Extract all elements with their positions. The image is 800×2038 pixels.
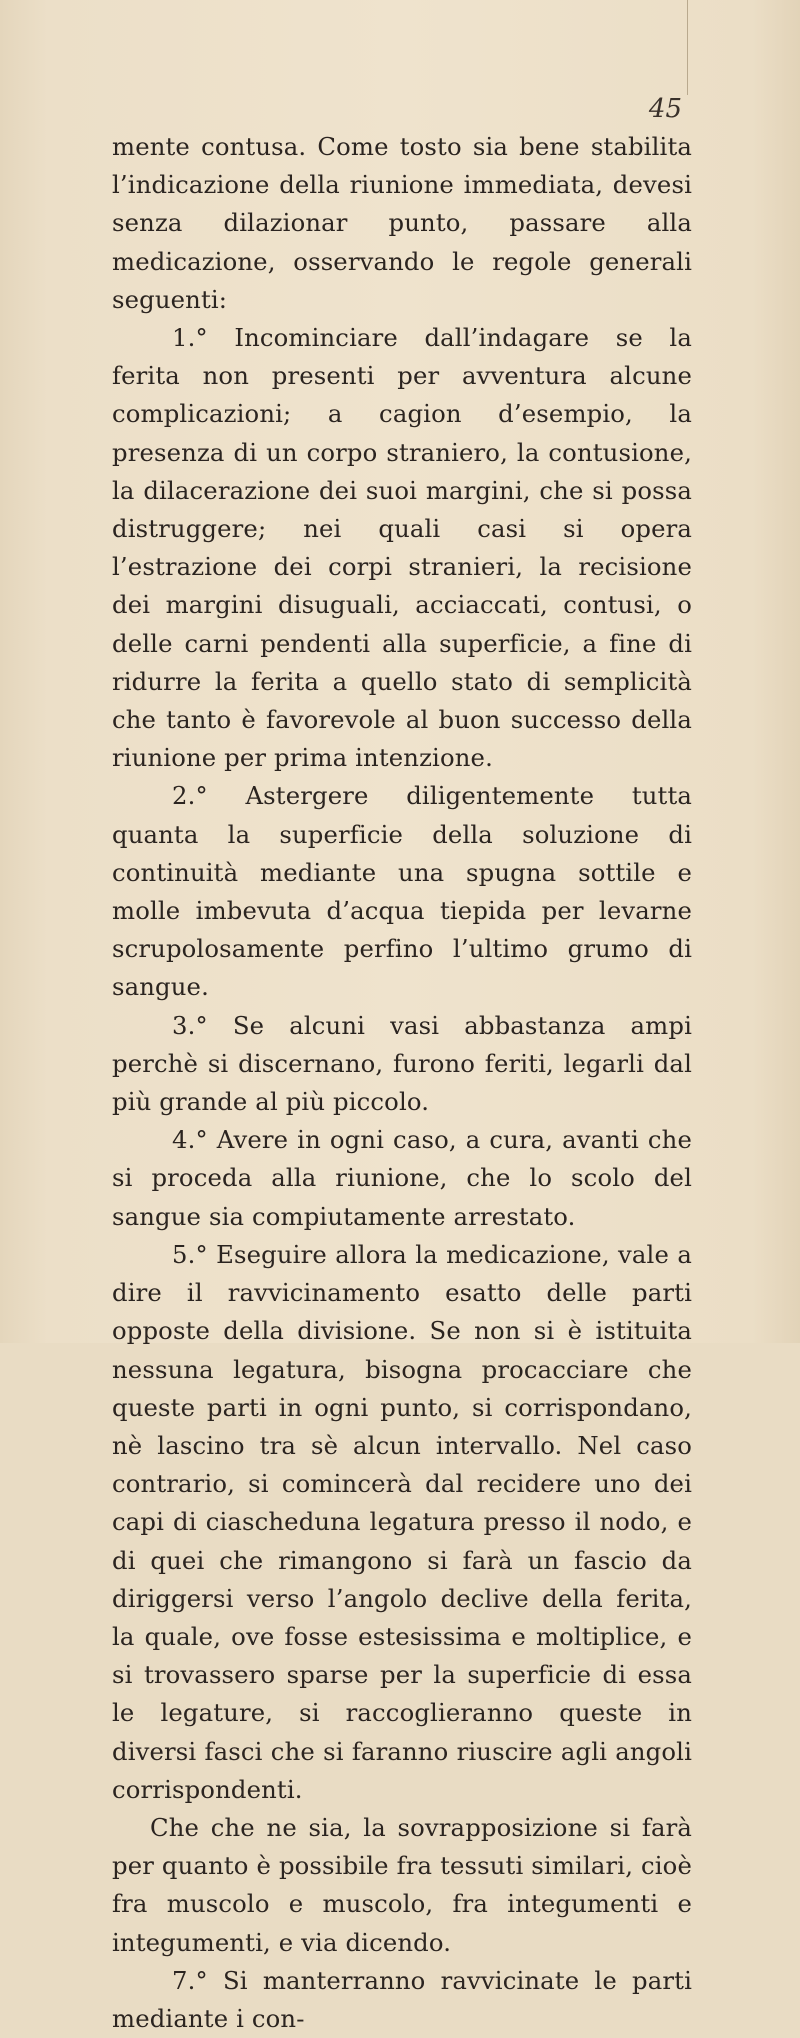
paragraph-comment: Che che ne sia, la sovrapposizione si farà per quanto è possibile fra tessuti similari, cioè fra muscolo e muscolo, fra integumenti e integumenti, e via dicendo. — [112, 1812, 692, 1957]
body-text — [112, 128, 692, 2038]
paragraph-rule-4: 4.° Avere in ogni caso, a cura, avanti che si proceda alla riunione, che lo scolo del sangue sia compiutamente arrestato. — [112, 1125, 692, 1231]
paragraph-rule-7: 7.° Si manterranno ravvicinate le parti mediante i con- — [112, 1965, 692, 2033]
page-edge-line — [687, 0, 688, 95]
page-number: 45 — [648, 94, 682, 124]
paragraph-rule-1: 1.° Incominciare dall’indagare se la ferita non presenti per avventura alcune complicazioni; a cagion d’esempio, la presenza di un corpo straniero, la contusione, la dilacerazione dei suoi margini, che si possa distruggere; nei quali casi si opera l’estrazione dei corpi stranieri, la recisione dei margini disuguali, acciaccati, contusi, o delle carni pendenti alla superficie, a fine di ridurre la ferita a quello stato di semplicità che tanto è favorevole al buon successo della riunione per prima intenzione. — [112, 323, 692, 773]
paragraph-rule-2: 2.° Astergere diligentemente tutta quanta la superficie della soluzione di continuità mediante una spugna sottile e molle imbevuta d’acqua tiepida per levarne scrupolosamente perfino l’ultimo grumo di sangue. — [112, 781, 692, 1002]
paragraph-rule-3: 3.° Se alcuni vasi abbastanza ampi perchè si discernano, furono feriti, legarli dal più grande al più piccolo. — [112, 1010, 692, 1117]
paragraph-rule-5: 5.° Eseguire allora la medicazione, vale a dire il ravvicinamento esatto delle parti opposte della divisione. Se non si è istituita nessuna legatura, bisogna procacciare che queste parti in ogni punto, si corrispondano, nè lascino tra sè alcun intervallo. Nel caso contrario, si comincerà dal recidere uno dei capi di ciascheduna legatura presso il nodo, e di quei che rimangono si farà un fascio da diriggersi verso l’angolo declive della ferita, la quale, ove fosse estesissima e moltiplice, e si trovassero sparse per la superficie di essa le legature, si raccoglieranno queste in diversi fasci che si faranno riuscire agli angoli corrispondenti. — [112, 1239, 692, 1804]
paragraph-intro: mente contusa. Come tosto sia bene stabilita l’indicazione della riunione immediata, devesi senza dilazionar punto, passare alla medicazione, osservando le regole generali seguenti: — [112, 132, 692, 314]
